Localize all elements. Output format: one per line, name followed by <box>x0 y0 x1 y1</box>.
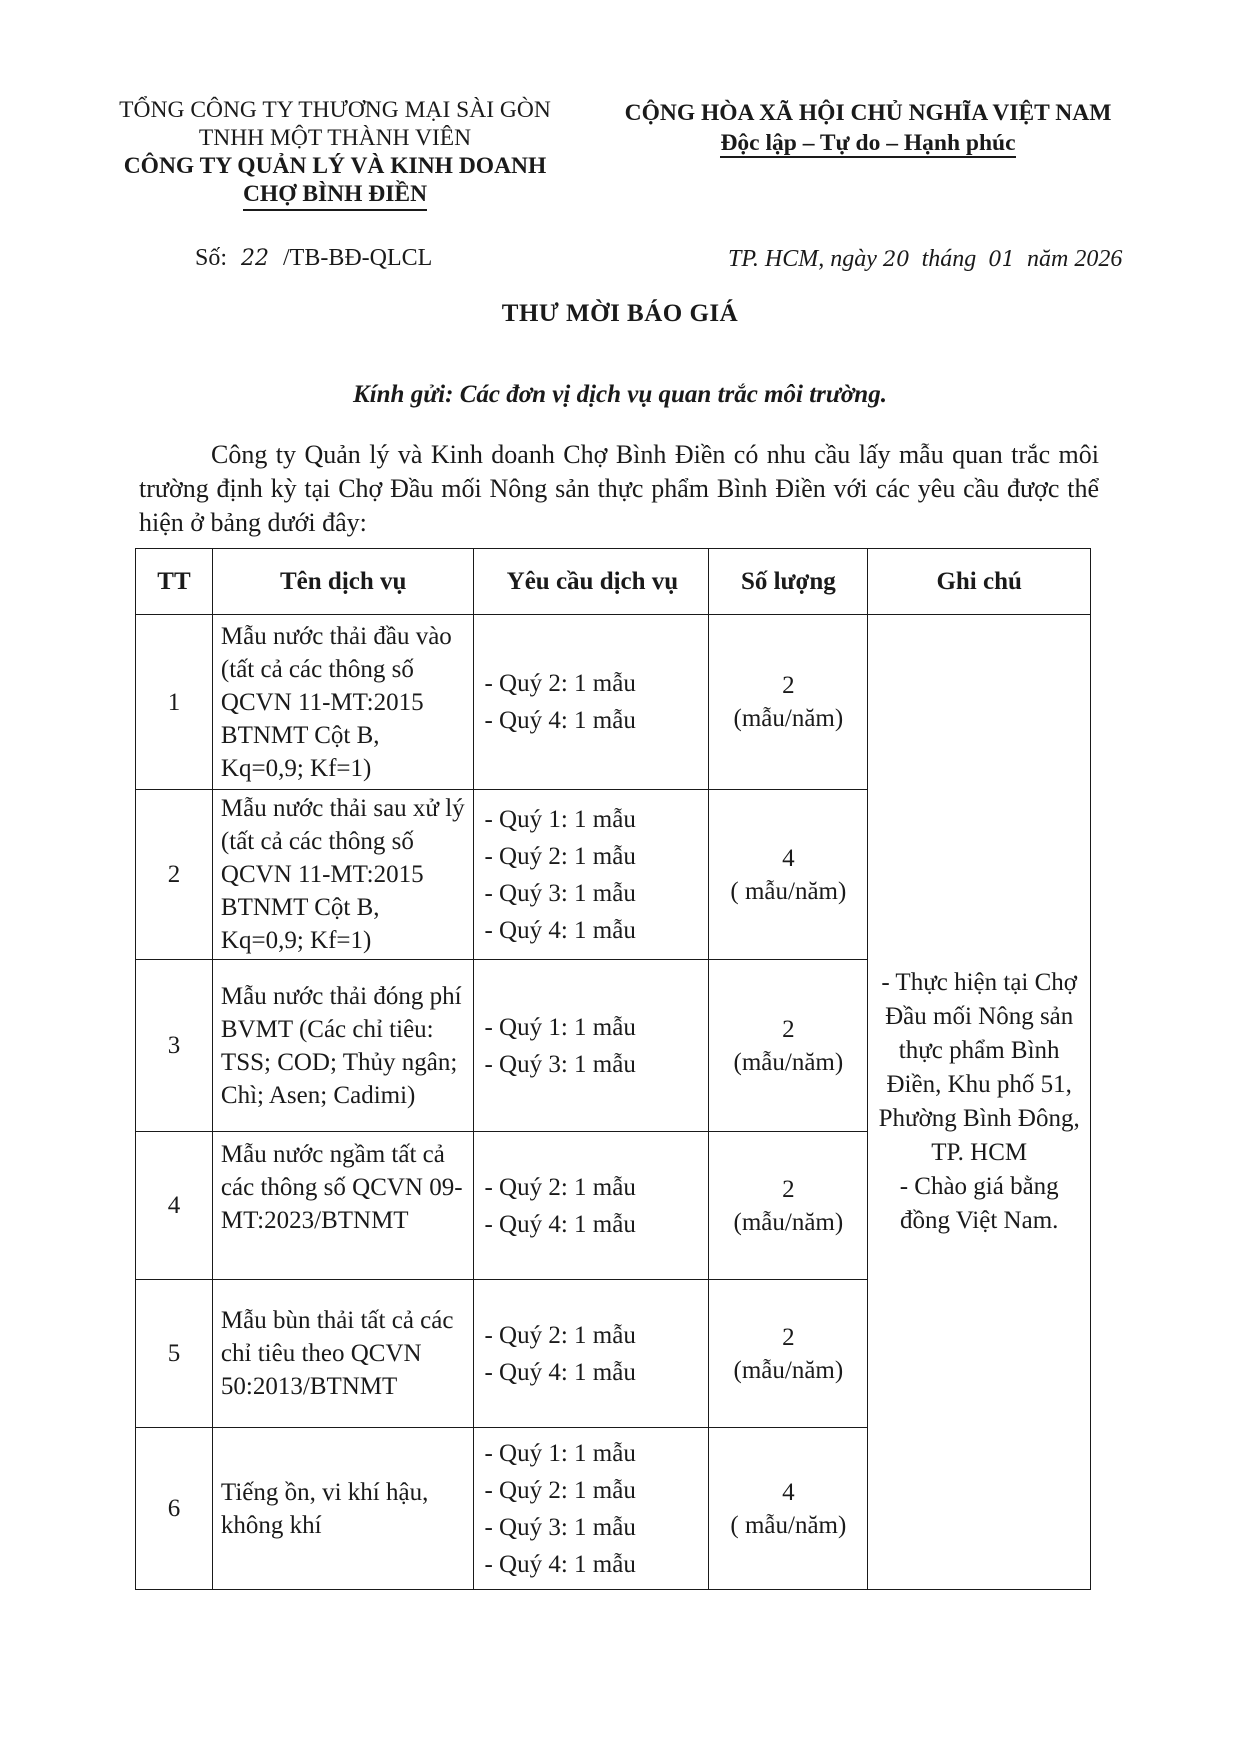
requirement-line: - Quý 3: 1 mẫu <box>484 1513 636 1541</box>
quantity-value: 2 <box>782 672 795 699</box>
row-number: 3 <box>136 960 213 1132</box>
col-header-service-name: Tên dịch vụ <box>212 549 474 615</box>
col-header-quantity: Số lượng <box>709 549 868 615</box>
date-year: năm 2026 <box>1027 246 1123 272</box>
doc-number-handwritten: 22 <box>241 246 270 271</box>
service-name: Mẫu nước thải đầu vào (tất cả các thông số QCVN 11-MT:2015 BTNMT Cột B, Kq=0,9; Kf=1) <box>212 615 474 790</box>
requirement-line: - Quý 2: 1 mẫu <box>484 1476 636 1504</box>
greeting: Kính gửi: Các đơn vị dịch vụ quan trắc môi trường. <box>353 381 887 408</box>
national-header <box>598 98 1138 158</box>
date-month-handwritten: 01 <box>988 247 1016 271</box>
company-name-line-2: CHỢ BÌNH ĐIỀN <box>243 180 427 211</box>
service-name: Mẫu bùn thải tất cả các chỉ tiêu theo QCVN 50:2013/BTNMT <box>212 1280 474 1428</box>
requirement-line: - Quý 3: 1 mẫu <box>484 1050 636 1078</box>
document-date <box>728 246 1122 273</box>
requirement-line: - Quý 4: 1 mẫu <box>484 1358 636 1386</box>
services-table <box>135 548 1091 1590</box>
date-month-label: tháng <box>921 246 977 272</box>
row-number: 6 <box>136 1428 213 1590</box>
requirement-line: - Quý 4: 1 mẫu <box>484 1550 636 1578</box>
quantity-value: 4 <box>782 844 795 872</box>
quantity-value: 2 <box>782 1015 795 1043</box>
national-title: CỘNG HÒA XÃ HỘI CHỦ NGHĨA VIỆT NAM <box>624 100 1112 126</box>
requirement-line: - Quý 4: 1 mẫu <box>484 916 636 944</box>
parent-company-line-2: TNHH MỘT THÀNH VIÊN <box>198 125 472 151</box>
service-quantity <box>709 1428 868 1590</box>
issuer-header <box>95 96 575 211</box>
service-quantity <box>709 790 868 960</box>
table-header-row <box>136 549 1091 615</box>
requirement-line: - Quý 2: 1 mẫu <box>484 670 636 697</box>
service-requirements <box>474 1428 709 1590</box>
service-requirements <box>474 790 709 960</box>
service-requirements <box>474 1132 709 1280</box>
quantity-unit: ( mẫu/năm) <box>730 1511 847 1539</box>
date-prefix: TP. HCM, ngày <box>728 246 877 272</box>
col-header-requirements: Yêu cầu dịch vụ <box>474 549 709 615</box>
requirement-line: - Quý 2: 1 mẫu <box>484 1321 636 1349</box>
service-name: Tiếng ồn, vi khí hậu, không khí <box>212 1428 474 1590</box>
quantity-unit: (mẫu/năm) <box>733 1356 844 1384</box>
quantity-value: 2 <box>782 1323 795 1351</box>
service-quantity <box>709 960 868 1132</box>
row-number: 1 <box>136 615 213 790</box>
requirement-line: - Quý 1: 1 mẫu <box>484 1013 636 1041</box>
note-currency: - Chào giá bằng đồng Việt Nam. <box>899 1173 1059 1234</box>
requirement-line: - Quý 1: 1 mẫu <box>484 1439 636 1467</box>
row-number: 2 <box>136 790 213 960</box>
intro-paragraph: Công ty Quản lý và Kinh doanh Chợ Bình Điền có nhu cầu lấy mẫu quan trắc môi trường định kỳ tại Chợ Đầu mối Nông sản thực phẩm Bình Điền với các yêu cầu được thể hiện ở bảng dưới đây: <box>139 440 1099 537</box>
row-number: 4 <box>136 1132 213 1280</box>
table-row <box>136 615 1091 790</box>
quantity-value: 4 <box>782 1478 795 1506</box>
date-day-handwritten: 20 <box>882 247 910 271</box>
requirement-line: - Quý 2: 1 mẫu <box>484 1173 636 1201</box>
service-quantity <box>709 615 868 790</box>
service-name: Mẫu nước ngầm tất cả các thông số QCVN 09-MT:2023/BTNMT <box>212 1132 474 1280</box>
requirement-line: - Quý 1: 1 mẫu <box>484 805 636 833</box>
company-name-line-1: CÔNG TY QUẢN LÝ VÀ KINH DOANH <box>123 153 547 179</box>
quantity-unit: (mẫu/năm) <box>733 705 844 732</box>
quantity-unit: (mẫu/năm) <box>733 1048 844 1076</box>
row-number: 5 <box>136 1280 213 1428</box>
notes-cell <box>868 615 1091 1590</box>
quantity-unit: ( mẫu/năm) <box>730 877 847 905</box>
service-requirements <box>474 1280 709 1428</box>
parent-company-line-1: TỔNG CÔNG TY THƯƠNG MẠI SÀI GÒN <box>119 97 551 123</box>
service-name: Mẫu nước thải sau xử lý (tất cả các thông số QCVN 11-MT:2015 BTNMT Cột B, Kq=0,9; Kf=1) <box>212 790 474 960</box>
requirement-line: - Quý 4: 1 mẫu <box>484 707 636 734</box>
service-requirements <box>474 960 709 1132</box>
national-motto: Độc lập – Tự do – Hạnh phúc <box>720 130 1016 156</box>
document-title: THƯ MỜI BÁO GIÁ <box>501 300 739 327</box>
requirement-line: - Quý 4: 1 mẫu <box>484 1210 636 1238</box>
requirement-line: - Quý 2: 1 mẫu <box>484 842 636 870</box>
service-requirements <box>474 615 709 790</box>
service-name: Mẫu nước thải đóng phí BVMT (Các chỉ tiêu: TSS; COD; Thủy ngân; Chì; Asen; Cadimi) <box>212 960 474 1132</box>
quantity-unit: (mẫu/năm) <box>733 1208 844 1236</box>
document-number <box>195 245 432 272</box>
doc-number-suffix: /TB-BĐ-QLCL <box>283 245 433 271</box>
quantity-value: 2 <box>782 1175 795 1203</box>
note-location: - Thực hiện tại Chợ Đầu mối Nông sản thực phẩm Bình Điền, Khu phố 51, Phường Bình Đông, TP. HCM <box>878 969 1080 1166</box>
requirement-line: - Quý 3: 1 mẫu <box>484 879 636 907</box>
doc-number-prefix: Số: <box>195 245 228 271</box>
col-header-notes: Ghi chú <box>868 549 1091 615</box>
service-quantity <box>709 1132 868 1280</box>
service-quantity <box>709 1280 868 1428</box>
col-header-tt: TT <box>136 549 213 615</box>
